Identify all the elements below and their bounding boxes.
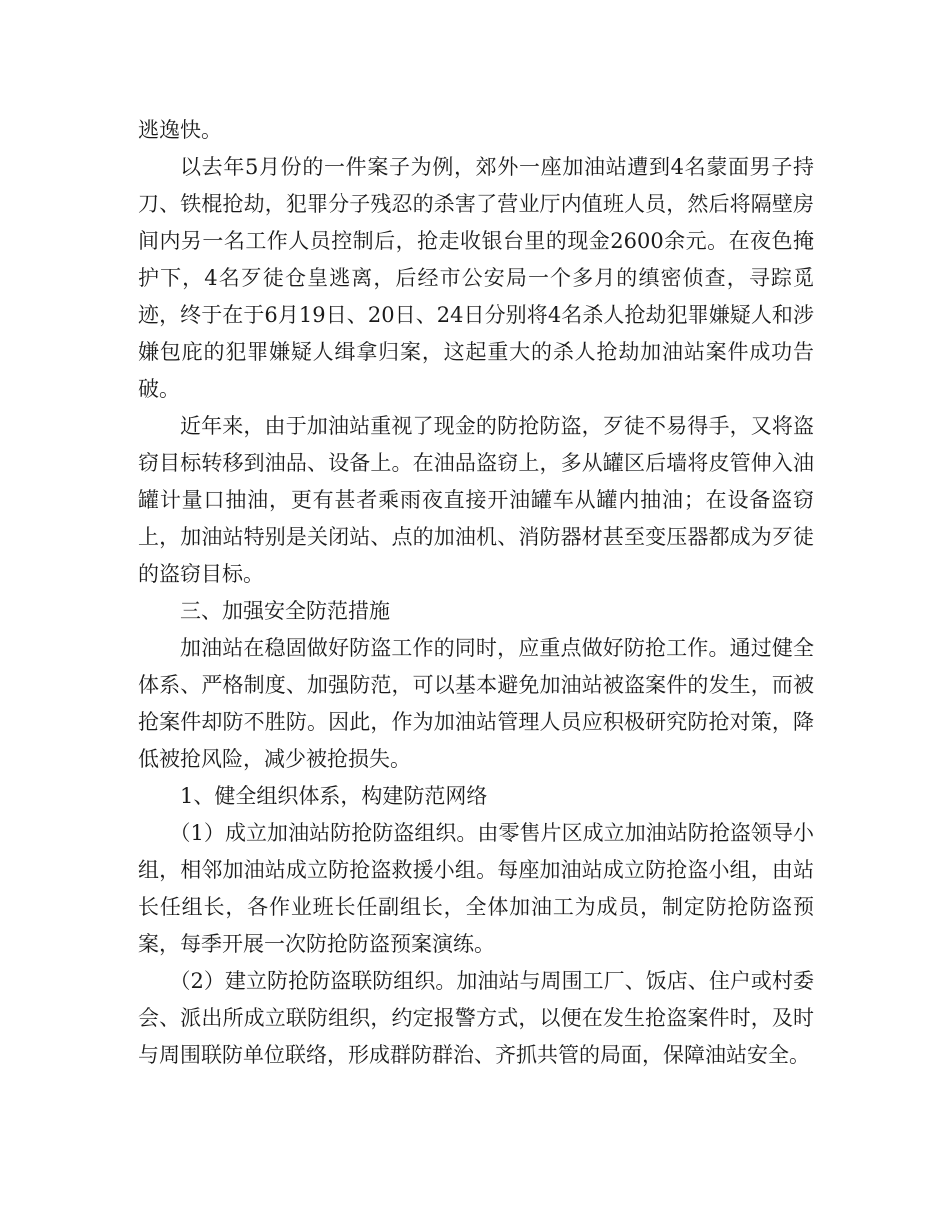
document-body xyxy=(138,112,814,1074)
paragraph-continuation: 逃逸快。 xyxy=(138,118,222,142)
paragraph-item-1: （1）成立加油站防抢防盗组织。由零售片区成立加油站防抢盗领导小组，相邻加油站成立防抢盗救援小组。每座加油站成立防抢盗小组，由站长任组长，各作业班长任副组长，全体加油工为成员，制定防抢防盗预案，每季开展一次防抢防盗预案演练。 xyxy=(138,821,814,956)
paragraph-recent-trend: 近年来，由于加油站重视了现金的防抢防盗，歹徒不易得手，又将盗窃目标转移到油品、设备上。在油品盗窃上，多从罐区后墙将皮管伸入油罐计量口抽油，更有甚者乘雨夜直接开油罐车从罐内抽油；在设备盗窃上，加油站特别是关闭站、点的加油机、消防器材甚至变压器都成为歹徒的盗窃目标。 xyxy=(138,414,814,586)
paragraph-item-2: （2）建立防抢防盗联防组织。加油站与周围工厂、饭店、住户或村委会、派出所成立联防组织，约定报警方式，以便在发生抢盗案件时，及时与周围联防单位联络，形成群防群治、齐抓共管的局面，保障油站安全。 xyxy=(138,969,814,1067)
paragraph-section-intro: 加油站在稳固做好防盗工作的同时，应重点做好防抢工作。通过健全体系、严格制度、加强防范，可以基本避免加油站被盗案件的发生，而被抢案件却防不胜防。因此，作为加油站管理人员应积极研究防抢对策，降低被抢风险，减少被抢损失。 xyxy=(138,636,814,771)
section-heading: 三、加强安全防范措施 xyxy=(180,599,390,623)
subsection-heading: 1、健全组织体系，构建防范网络 xyxy=(180,784,488,808)
paragraph-case-example: 以去年5月份的一件案子为例，郊外一座加油站遭到4名蒙面男子持刀、铁棍抢劫，犯罪分子残忍的杀害了营业厅内值班人员，然后将隔壁房间内另一名工作人员控制后，抢走收银台里的现金2600余元。在夜色掩护下，4名歹徒仓皇逃离，后经市公安局一个多月的缜密侦查，寻踪觅迹，终于在于6月19日、20日、24日分别将4名杀人抢劫犯罪嫌疑人和涉嫌包庇的犯罪嫌疑人缉拿归案，这起重大的杀人抢劫加油站案件成功告破。 xyxy=(138,155,814,401)
